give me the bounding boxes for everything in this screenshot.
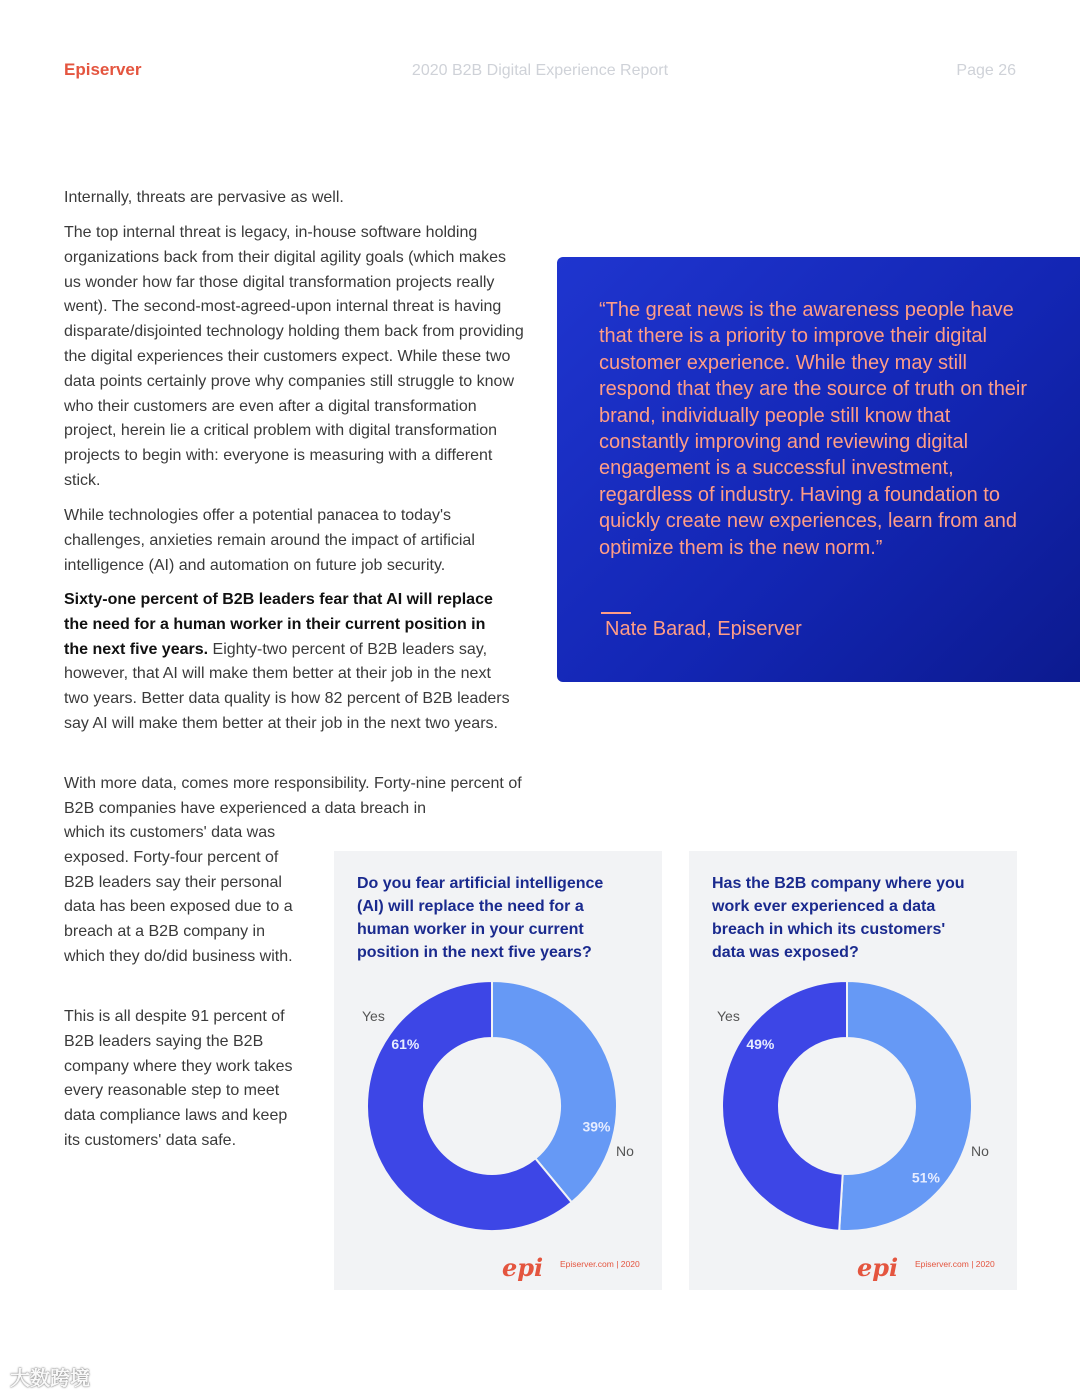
slice-no [839,981,972,1231]
quote-divider [601,612,631,614]
data-label-no: 39% [582,1118,611,1135]
slice-yes [722,981,847,1231]
donut-chart-data-breach [689,851,1017,1290]
brand-logo: Episerver [64,60,142,79]
paragraph-compliance: This is all despite 91 percent of B2B leaders saying the B2B company where they work takes every reasonable step to meet data compliance laws and keep its customers' data safe. [64,1008,293,1149]
epi-logo: epi [502,1253,544,1282]
category-label-no: No [616,1143,634,1159]
paragraph-data-breach-a: With more data, comes more responsibility. Forty-nine percent of B2B companies have experienced a data breach in [64,775,522,817]
chart-title: Do you fear artificial intelligence (AI) will replace the need for a human worker in your current position in the next five years? [357,875,604,961]
data-label-yes: 61% [391,1036,420,1053]
ai-fear-rest: Eighty-two percent of B2B leaders say, however, that AI will make them better at their job in the next two years. Better data quality is how 82 percent of B2B leaders say AI will make them better at their job in the next two years. [64,640,510,732]
pull-quote [557,257,1080,682]
paragraph-intro: Internally, threats are pervasive as well. [64,189,344,206]
watermark: 大数跨境 [10,1368,90,1390]
slice-no [492,981,617,1202]
chart-card-ai-fear [334,851,662,1290]
data-label-yes: 49% [746,1036,775,1053]
page-number: Page 26 [956,62,1016,79]
category-label-yes: Yes [717,1008,740,1024]
donut-chart-ai-fear [334,851,662,1290]
paragraph-ai-anxiety: While technologies offer a potential panacea to today's challenges, anxieties remain around the impact of artificial intelligence (AI) and automation on future job security. [64,507,475,574]
chart-card-data-breach [689,851,1017,1290]
data-label-no: 51% [911,1169,940,1186]
report-title: 2020 B2B Digital Experience Report [411,62,669,79]
chart-footer: Episerver.com | 2020 [560,1259,640,1269]
epi-logo: epi [857,1253,899,1282]
page-header [64,60,1016,84]
paragraph-ai-fear [64,588,510,737]
chart-footer: Episerver.com | 2020 [915,1259,995,1269]
paragraph-data-breach-b: which its customers' data was exposed. Forty-four percent of B2B leaders say their personal data has been exposed due to a breach at a B2B company in which they do/did business with. [64,824,293,965]
paragraph-internal-threats: The top internal threat is legacy, in-house software holding organizations back from their digital agility goals (which makes us wonder how far those digital transformation projects really went). The second-most-agreed-upon internal threat is having disparate/disjointed technology holding them back from providing the digital experiences their customers expect. While these two data points certainly prove why companies still struggle to know who their customers are even after a digital transformation project, herein lie a critical problem with digital transformation projects to begin with: everyone is measuring with a different stick. [64,224,524,489]
quote-author: Nate Barad, Episerver [605,618,802,640]
quote-text: “The great news is the awareness people have that there is a priority to improve their digital customer experience. While they may still respond that they are the source of truth on their brand, individually people still know that constantly improving and reviewing digital engagement is a successful investment, regardless of industry. Having a foundation to quickly create new experiences, learn from and optimize them is the new norm.” [599,299,1028,559]
category-label-no: No [971,1143,989,1159]
ai-fear-highlight: Sixty-one percent of B2B leaders fear that AI will replace the need for a human worker in their current position in the next five years. [64,591,493,658]
category-label-yes: Yes [362,1008,385,1024]
chart-title: Has the B2B company where you work ever experienced a data breach in which its customers' data was exposed? [712,875,965,961]
